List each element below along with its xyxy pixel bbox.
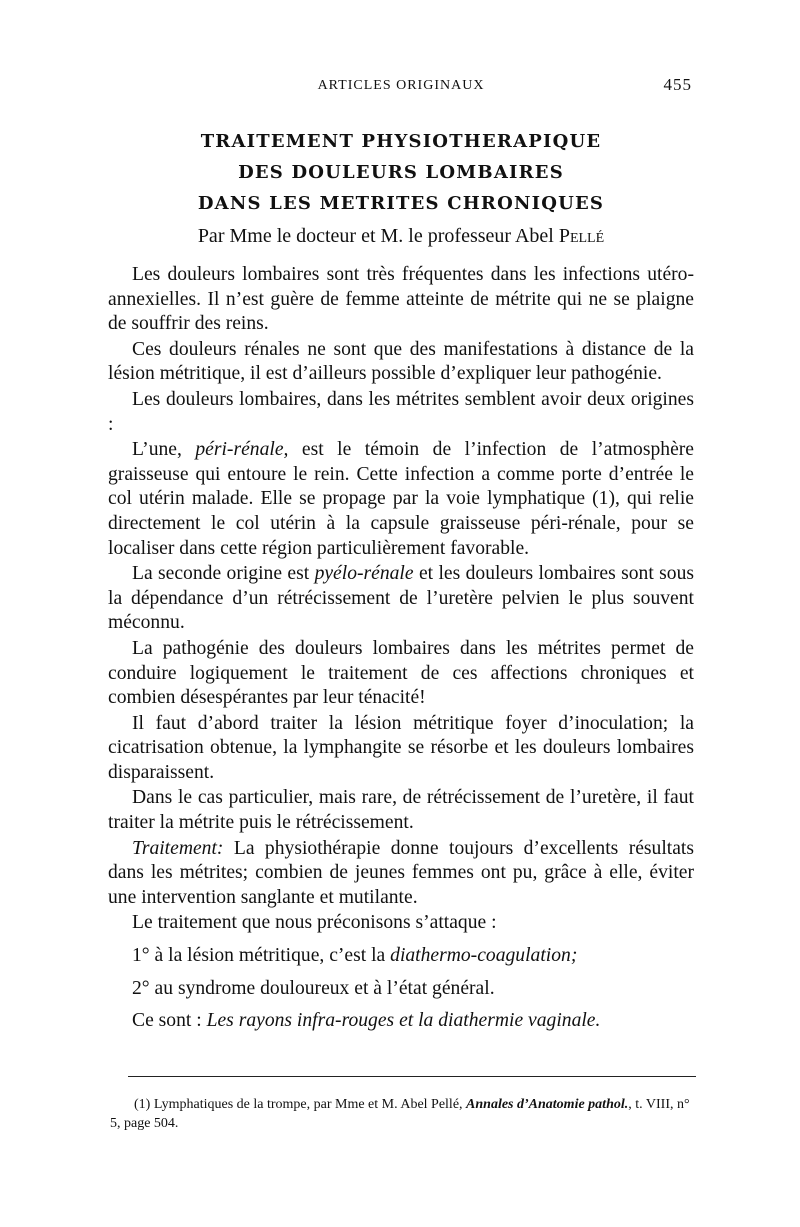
footnote-text: (1) Lymphatiques de la trompe, par Mme et M. Abel Pellé, bbox=[134, 1097, 463, 1112]
list-item-2-text: au syndrome douloureux et à l’état général. bbox=[154, 977, 495, 999]
footnote-reference: , t. VIII, n° 5, page 504. bbox=[110, 1097, 690, 1131]
byline-prefix: Par Mme le docteur et M. le professeur Abel bbox=[197, 225, 554, 247]
list-item-1-number: 1° bbox=[132, 945, 150, 967]
paragraph-8: Dans le cas particulier, mais rare, de rétrécissement de l’uretère, il faut traiter la métrite puis le rétrécissement. bbox=[108, 787, 694, 834]
list-item-1 bbox=[108, 944, 694, 969]
footnote-journal: Annales d’Anatomie pathol. bbox=[466, 1097, 629, 1112]
running-title: ARTICLES ORIGINAUX bbox=[317, 78, 485, 93]
term-diathermo-coagulation: diathermo-coagulation; bbox=[390, 945, 578, 967]
article-title-block bbox=[110, 126, 692, 251]
paragraph-10: Le traitement que nous préconisons s’attaque : bbox=[132, 912, 497, 934]
paragraph-6: La pathogénie des douleurs lombaires dans les métrites permet de conduire logiquement le traitement de ces affections chroniques et combien désespérantes par leur ténacité! bbox=[108, 637, 694, 709]
paragraph-4-text: est le témoin de l’infection de l’atmosphère graisseuse qui entoure le rein. Cette infection a comme porte d’entrée le col utérin malade. Elle se propage par la voie lymphatique (1), qui relie directement le col utérin à la capsule graisseuse péri-rénale, pour se localiser dans cette région particulièrement favorable. bbox=[108, 439, 694, 559]
paragraph-9 bbox=[108, 837, 694, 911]
paragraph-2: Ces douleurs rénales ne sont que des manifestations à distance de la lésion métritique, il est d’ailleurs possible d’expliquer leur pathogénie. bbox=[108, 338, 694, 385]
article-title-line-3: DANS LES METRITES CHRONIQUES bbox=[197, 193, 605, 214]
list-item-2-number: 2° bbox=[132, 977, 150, 999]
paragraph-11-lead: Ce sont : bbox=[132, 1010, 202, 1032]
page-number: 455 bbox=[663, 75, 692, 94]
paragraph-4-lead: L’une, bbox=[132, 439, 182, 461]
paragraph-5-lead: La seconde origine est bbox=[132, 563, 310, 585]
paragraph-3: Les douleurs lombaires, dans les métrites semblent avoir deux origines : bbox=[108, 388, 694, 435]
paragraph-5 bbox=[108, 562, 694, 636]
paragraph-5-text: et les douleurs lombaires sont sous la dépendance d’un rétrécissement de l’uretère pelvien le plus souvent méconnu. bbox=[108, 563, 695, 634]
term-peri-renale: péri-rénale, bbox=[195, 439, 289, 461]
term-treatments: Les rayons infra-rouges et la diathermie vaginale. bbox=[206, 1010, 601, 1032]
list-item-1-text: à la lésion métritique, c’est la bbox=[154, 945, 386, 967]
paragraph-4 bbox=[108, 438, 694, 561]
author-surname: Pellé bbox=[558, 225, 605, 247]
term-pyelo-renale: pyélo-rénale bbox=[314, 563, 414, 585]
article-title-line-1: TRAITEMENT PHYSIOTHERAPIQUE bbox=[200, 131, 602, 152]
paragraph-1: Les douleurs lombaires sont très fréquentes dans les infections utéro-annexielles. Il n’est guère de femme atteinte de métrite qui ne se plaigne de souffrir des reins. bbox=[108, 264, 694, 335]
paragraph-11 bbox=[108, 1009, 694, 1034]
paragraph-9-text: La physiothérapie donne toujours d’excellents résultats dans les métrites; combien de jeunes femmes ont pu, grâce à elle, éviter une intervention sanglante et mutilante. bbox=[108, 837, 694, 908]
treatment-label: Traitement: bbox=[132, 837, 224, 859]
article-title-line-2: DES DOULEURS LOMBAIRES bbox=[238, 162, 564, 183]
author-byline bbox=[110, 221, 692, 251]
paragraph-7: Il faut d’abord traiter la lésion métritique foyer d’inoculation; la cicatrisation obtenue, la lymphangite se résorbe et les douleurs lombaires disparaissent. bbox=[108, 712, 694, 783]
footnote bbox=[110, 1095, 696, 1133]
article-body bbox=[108, 263, 694, 1034]
list-item-2 bbox=[108, 977, 694, 1002]
footnote-divider bbox=[128, 1076, 696, 1077]
